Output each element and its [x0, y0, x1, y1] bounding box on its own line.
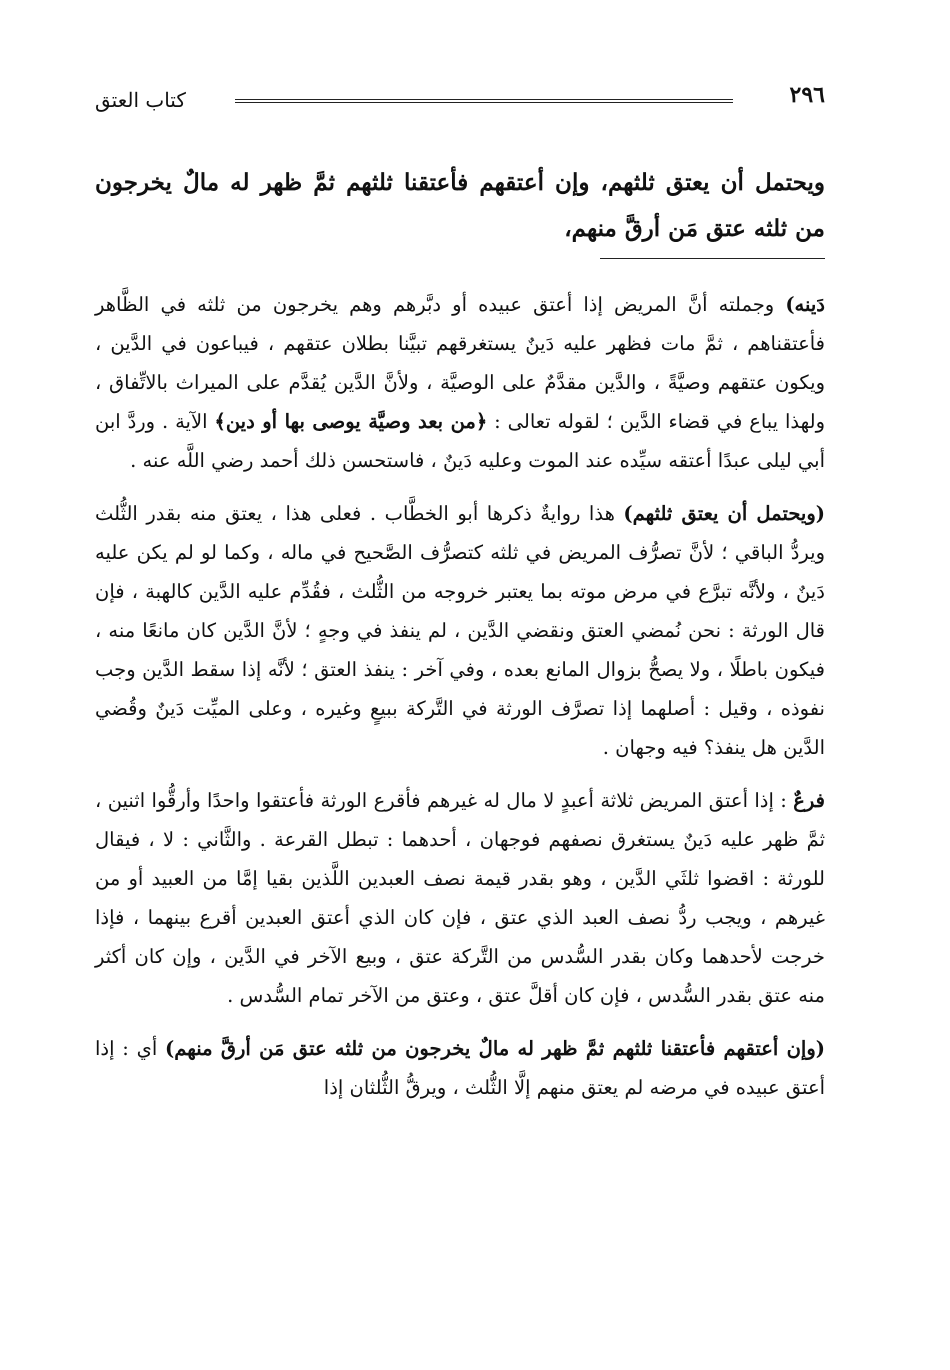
running-title: كتاب العتق	[95, 88, 186, 112]
page-number: ٢٩٦	[789, 82, 825, 108]
paragraph-2	[95, 494, 825, 767]
paragraph-text: هذا روايةٌ ذكرها أبو الخطَّاب . فعلى هذا ، يعتق منه بقدر الثُّلث ويردُّ الباقي ؛ لأنَّ تصرُّف المريض في ثلثه كتصرُّف الصَّحيح في ماله ، وكما لو لم يكن عليه دَينٌ ، ولأنَّه تبرَّع في مرض موته بما يعتبر خروجه من الثُّلث ، فقُدِّم عليه الدَّين كالهبة ، فإن قال الورثة : نحن نُمضي العتق ونقضي الدَّين ، لم ينفذ في وجهٍ ؛ لأنَّ الدَّين كان مانعًا منه ، فيكون باطلًا ، ولا يصحُّ بزوال المانع بعده ، وفي آخر : ينفذ العتق ؛ لأنَّه إذا سقط الدَّين وجب نفوذه ، وقيل : أصلهما إذا تصرَّف الورثة في التَّركة ببيعٍ وغيره ، وعلى الميِّت دَينٌ وقُضي الدَّين هل ينفذ؟ فيه وجهان .	[95, 502, 825, 759]
matn-divider	[600, 258, 825, 259]
header-rule	[235, 99, 733, 103]
paragraph-lead: (وإن أعتقهم فأعتقنا ثلثهم ثمَّ ظهر له مالٌ يخرجون من ثلثه عتق مَن أرقَّ منهم)	[165, 1037, 825, 1060]
paragraph-lead: (ويحتمل أن يعتق ثلثهم)	[623, 502, 825, 525]
paragraph-text: : إذا أعتق المريض ثلاثة أعبدٍ لا مال له غيرهم فأقرع الورثة فأعتقوا واحدًا وأرقُّوا اثنين ، ثمَّ ظهر عليه دَينٌ يستغرق نصفهم فوجهان ، أحدهما : تبطل القرعة . والثَّاني : لا ، فيقال للورثة : اقضوا ثلثَي الدَّين ، وهو بقدر قيمة نصف العبدين اللَّذين بقيا إمَّا من العبيد أو من غيرهم ، ويجب ردُّ نصف العبد الذي عتق ، فإن كان الذي أعتق العبدين أقرع بينهما ، فإذا خرجت لأحدهما وكان بقدر السُّدس من التَّركة عتق ، وبيع الآخر في الدَّين ، وإن كان أكثر منه عتق بقدر السُّدس ، فإن كان أقلَّ عتق ، وعتق من الآخر تمام السُّدس .	[95, 789, 825, 1007]
paragraph-text: وجملته أنَّ المريض إذا أعتق عبيده أو دبَّرهم وهم يخرجون من ثلثه في الظَّاهر فأعتقناهم ، ثمَّ مات فظهر عليه دَينٌ يستغرقهم تبيَّنا بطلان عتقهم ، فيباعون في الدَّين ، ويكون عتقهم وصيَّةً ، والدَّين مقدَّمٌ على الوصيَّة ، ولأنَّ الدَّين يُقدَّم على الميراث بالاتِّفاق ، ولهذا يباع في قضاء الدَّين ؛ لقوله تعالى :	[95, 293, 825, 433]
paragraph-4	[95, 1029, 825, 1107]
commentary	[95, 285, 825, 1121]
paragraph-text: أي : إذا أعتق عبيده في مرضه لم يعتق منهم إلَّا الثُّلث ، ويرقُّ الثُّلثان إذا	[95, 1037, 825, 1099]
paragraph-lead: فرعٌ	[793, 789, 825, 812]
page-header	[95, 82, 825, 122]
paragraph-text-tail: الآية . وردَّ ابن أبي ليلى عبدًا أعتقه سيِّده عند الموت وعليه دَينٌ ، فاستحسن ذلك أحمد رضي اللَّه عنه .	[95, 410, 825, 472]
paragraph-1	[95, 285, 825, 480]
paragraph-3	[95, 781, 825, 1015]
paragraph-lead: دَينه)	[785, 293, 825, 316]
quran-quote: ﴿من بعد وصيَّة يوصى بها أو دين﴾	[214, 410, 488, 433]
matn-text: ويحتمل أن يعتق ثلثهم، وإن أعتقهم فأعتقنا ثلثهم ثمَّ ظهر له مالٌ يخرجون من ثلثه عتق مَن أرقَّ منهم،	[95, 169, 825, 242]
